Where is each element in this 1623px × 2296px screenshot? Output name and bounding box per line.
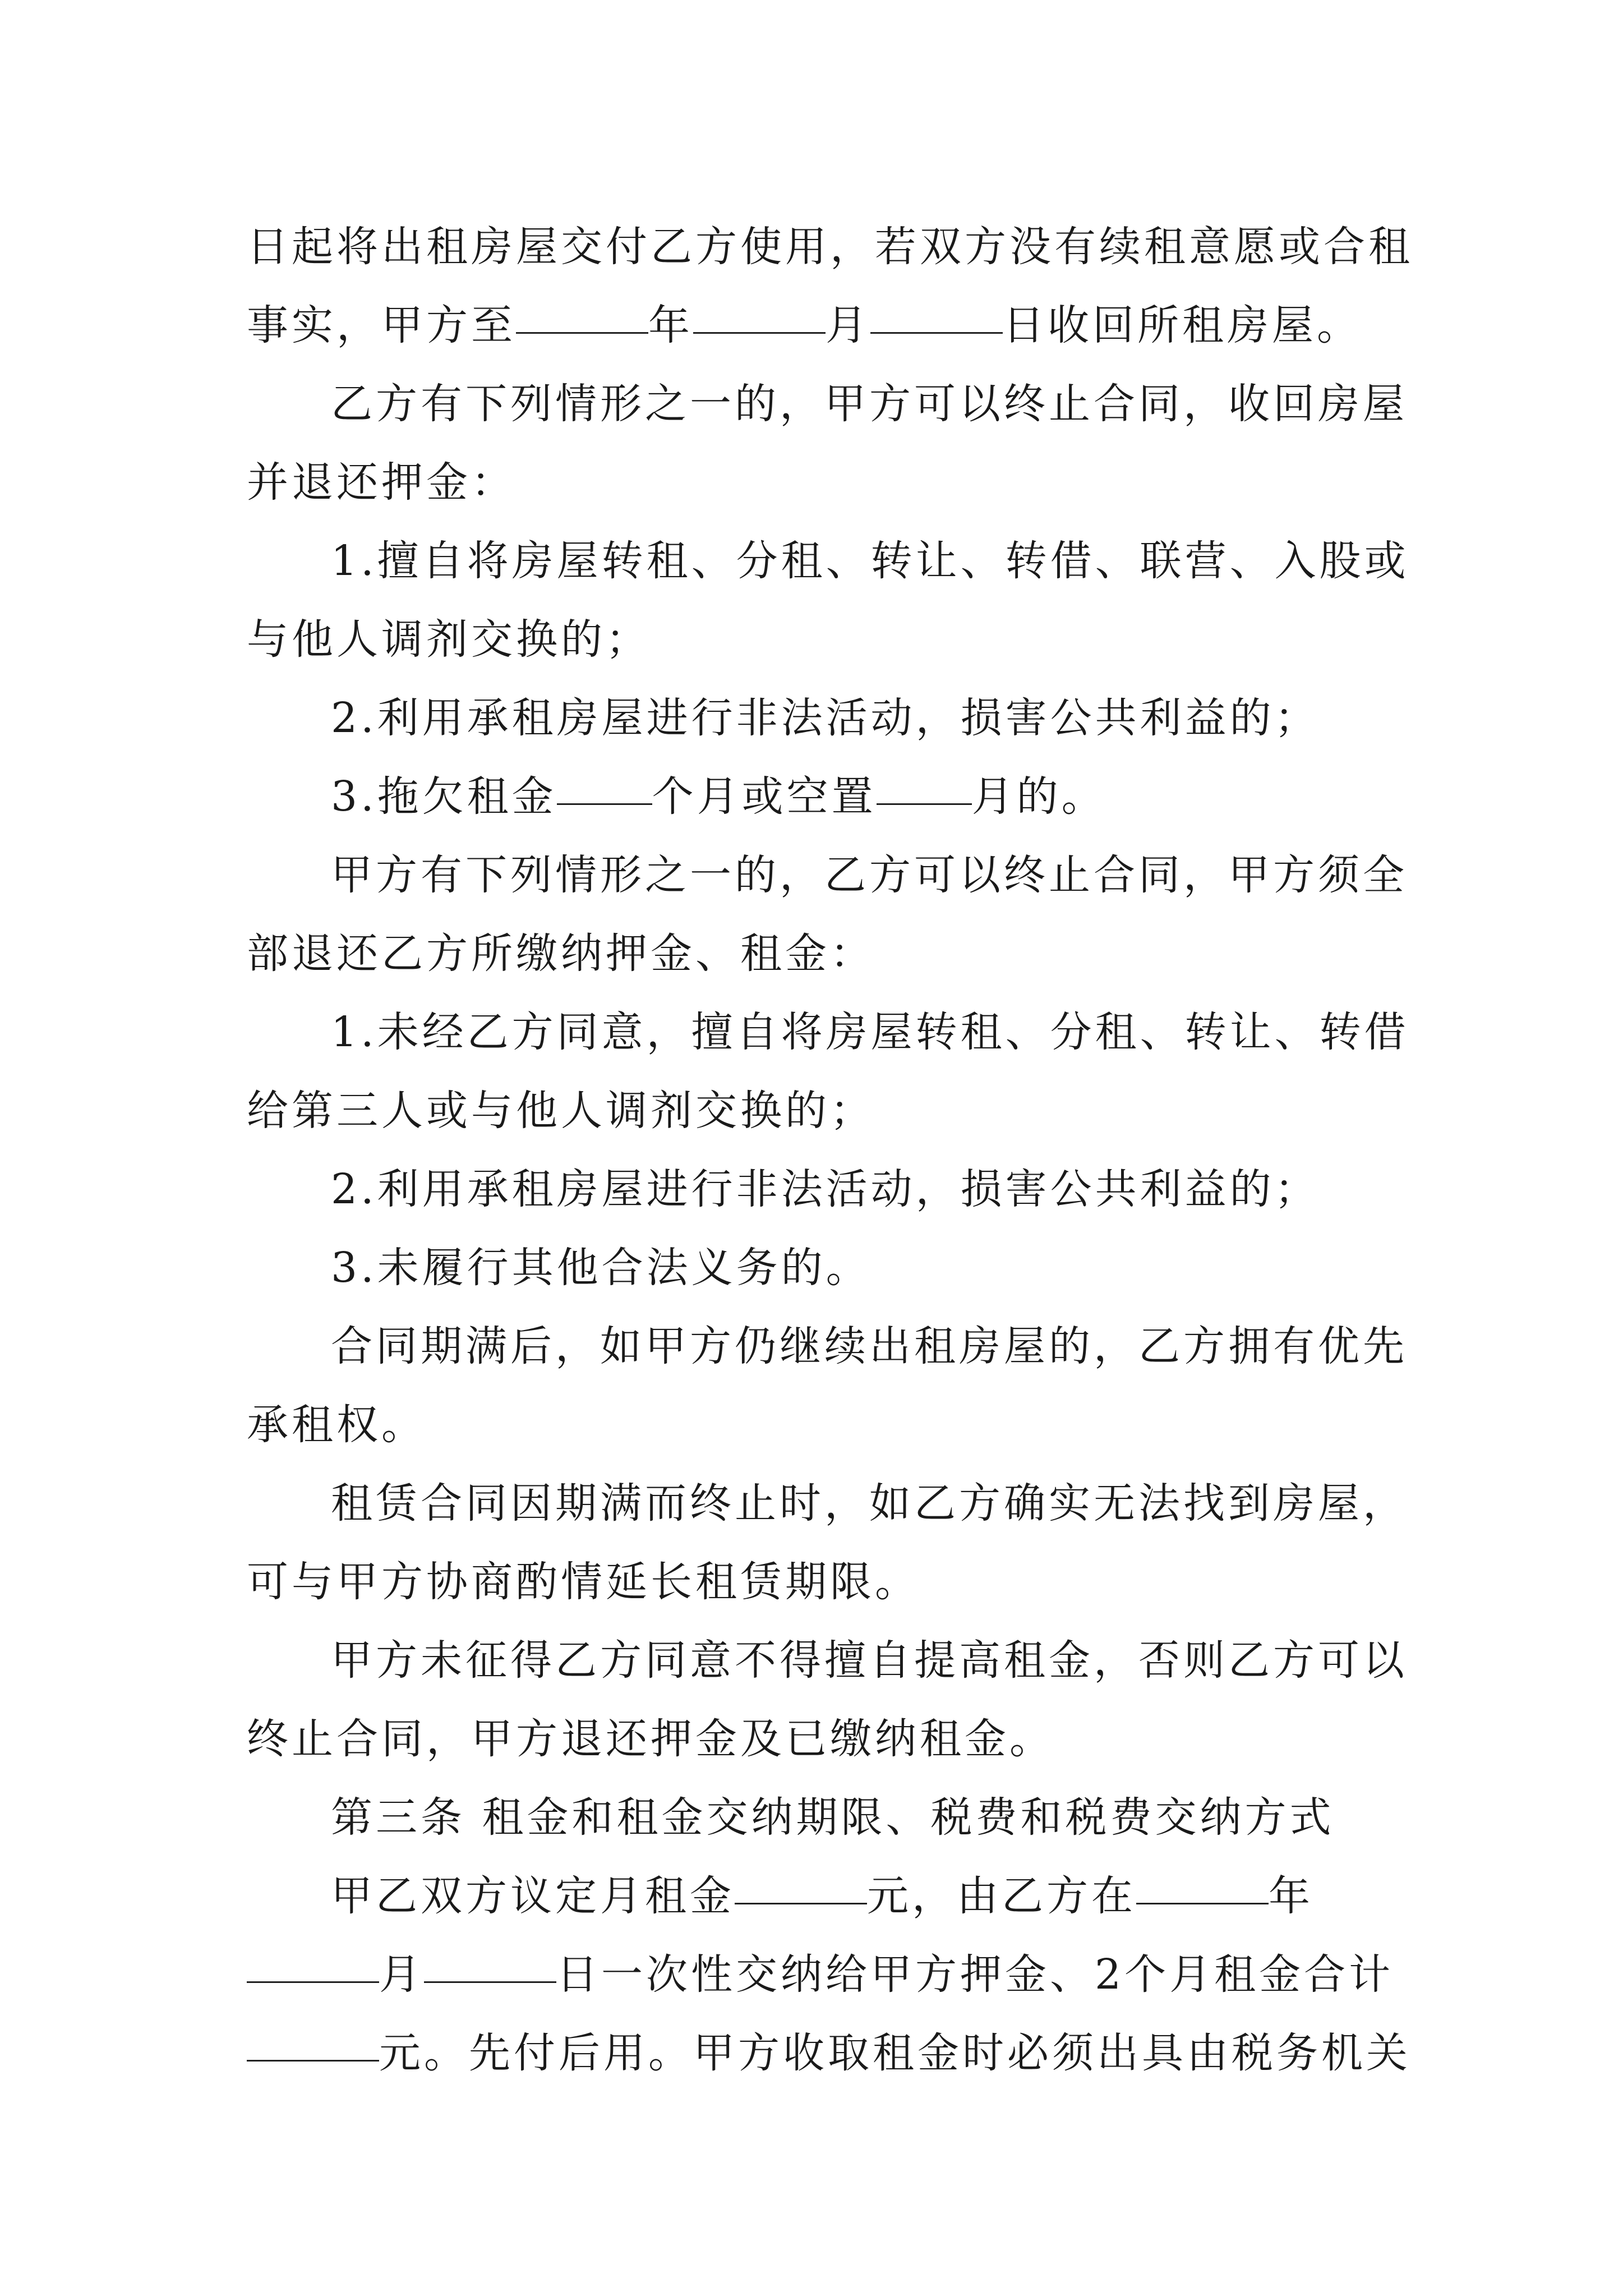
text-span: 乙方有下列情形之一的，甲方可以终止合同，收回房屋 (331, 380, 1408, 428)
text-span: 可与甲方协商酌情延长租赁期限。 (247, 1558, 920, 1606)
text-span: 承租权。 (247, 1401, 426, 1449)
fill-in-blank (247, 2025, 379, 2062)
text-span: 甲方未征得乙方同意不得擅自提高租金，否则乙方可以 (331, 1636, 1408, 1685)
text-line (247, 1071, 1391, 1150)
text-span: 甲乙双方议定月租金 (331, 1872, 735, 1920)
text-span: 年 (648, 301, 693, 349)
text-line (247, 600, 1391, 679)
text-span: 合同期满后，如甲方仍继续出租房屋的，乙方拥有优先 (331, 1322, 1408, 1370)
fill-in-blank (735, 1868, 867, 1904)
text-line (247, 208, 1413, 286)
text-span: 事实，甲方至 (247, 301, 516, 349)
text-line (247, 679, 1391, 757)
text-span: 元，由乙方在 (867, 1872, 1136, 1920)
text-span: 给第三人或与他人调剂交换的； (247, 1087, 875, 1135)
text-span: 终止合同，甲方退还押金及已缴纳租金。 (247, 1715, 1054, 1763)
text-span: 3.未履行其他合法义务的。 (331, 1244, 871, 1292)
fill-in-blank (1136, 1868, 1269, 1904)
text-span: 2.利用承租房屋进行非法活动，损害公共利益的； (331, 1165, 1320, 1213)
text-line (247, 1228, 1391, 1307)
text-line (247, 1464, 1408, 1543)
text-line (247, 757, 1391, 836)
text-span: 部退还乙方所缴纳押金、租金： (247, 930, 875, 978)
text-span: 甲方有下列情形之一的，乙方可以终止合同，甲方须全 (331, 851, 1408, 899)
fill-in-blank (516, 297, 648, 334)
text-line (247, 914, 1391, 993)
text-line (247, 443, 1391, 522)
text-span: 元。先付后用。甲方收取租金时必须出具由税务机关 (379, 2029, 1411, 2077)
text-span: 月 (379, 1950, 424, 1999)
text-span: 1.未经乙方同意，擅自将房屋转租、分租、转让、转借 (331, 1008, 1409, 1056)
text-span: 日起将出租房屋交付乙方使用，若双方没有续租意愿或合租 (247, 223, 1413, 271)
fill-in-blank (870, 297, 1003, 334)
text-line (247, 1700, 1391, 1778)
text-line (247, 365, 1408, 443)
text-span: 日一次性交纳给甲方押金、2个月租金合计 (556, 1950, 1394, 1999)
text-span: 年 (1269, 1872, 1313, 1920)
text-span: 并退还押金： (247, 458, 516, 507)
text-line (247, 993, 1409, 1071)
text-span: 第三条 租金和租金交纳期限、税费和税费交纳方式 (331, 1793, 1335, 1842)
fill-in-blank (557, 769, 652, 805)
text-span: 个月或空置 (652, 772, 877, 821)
text-span: 月 (826, 301, 870, 349)
fill-in-blank (424, 1947, 556, 1983)
document-body (247, 208, 1413, 2092)
text-span: 3.拖欠租金 (331, 772, 557, 821)
text-line (247, 1386, 1391, 1464)
text-line (247, 836, 1408, 914)
text-line (247, 1307, 1408, 1386)
article-heading (247, 1778, 1391, 1857)
fill-in-blank (693, 297, 826, 334)
text-span: 2.利用承租房屋进行非法活动，损害公共利益的； (331, 694, 1320, 742)
fill-in-blank (877, 769, 972, 805)
text-span: 与他人调剂交换的； (247, 615, 651, 664)
text-span: 租赁合同因期满而终止时，如乙方确实无法找到房屋， (331, 1479, 1408, 1527)
text-span: 1.擅自将房屋转租、分租、转让、转借、联营、入股或 (331, 537, 1409, 585)
text-line (247, 286, 1391, 365)
text-line (247, 1621, 1408, 1700)
text-line (247, 2014, 1411, 2092)
text-span: 月的。 (971, 772, 1106, 821)
text-span: 日收回所租房屋。 (1003, 301, 1362, 349)
fill-in-blank (247, 1947, 379, 1983)
text-line (247, 1543, 1391, 1621)
text-line (247, 522, 1409, 600)
text-line (247, 1857, 1391, 1935)
text-line (247, 1150, 1391, 1228)
text-line (247, 1935, 1394, 2014)
